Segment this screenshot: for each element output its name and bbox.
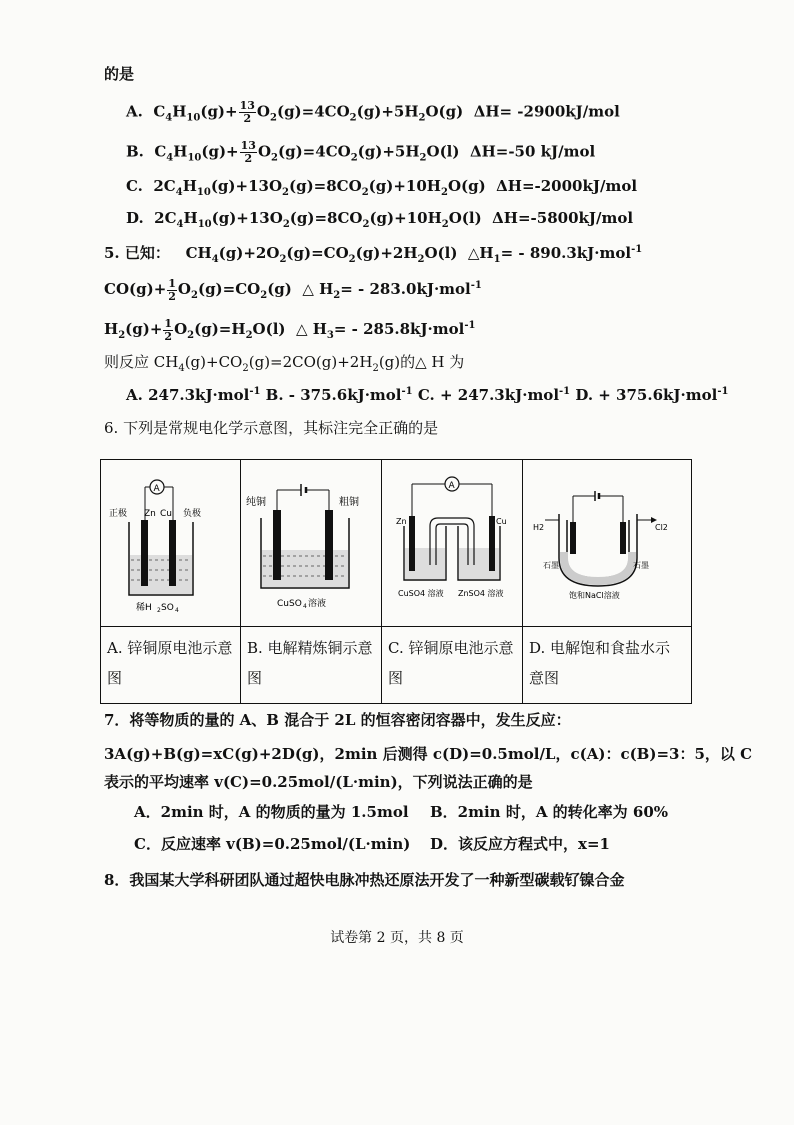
q6-caption-row [101,626,691,704]
q7-stem-3: 表示的平均速率 v(C)=0.25mol/(L·min)，下列说法正确的是 [104,773,533,791]
svg-text:稀H: 稀H [136,603,152,613]
panel-b-diagram [241,460,382,626]
svg-text:正极: 正极 [109,509,128,519]
svg-text:H2: H2 [533,523,545,532]
q6-diagram-table [100,459,692,704]
q5-eq1: 5. 已知： $CH_4(g)+2O_2(g)=CO_2(g)+2H_2O(l)$ $\triangle H_1= - 890.3kJ\cdot mol^{-1}$ [104,244,643,265]
svg-text:CuSO4 溶液: CuSO4 溶液 [398,589,444,598]
svg-text:负极: 负极 [183,509,202,519]
q4-option-c: C. $2C_4H_{10}(g)+13O_2(g)=8CO_2(g)+10H_2O(g)$ ΔH=-2000kJ/mol [126,177,638,198]
svg-text:Zn: Zn [396,517,407,526]
q7-option-a: A．2min 时，A 的物质的量为 1.5mol [134,803,409,821]
svg-text:饱和NaCl溶液: 饱和NaCl溶液 [569,591,620,600]
caption-a: A. 锌铜原电池示意图 [107,639,233,687]
q5-options: A. 247.3kJ·mol$^{-1}$ B. - 375.6kJ·mol$^{-1}$ C. + 247.3kJ·mol$^{-1}$ D. + 375.6kJ·mol$^{-1}$ [126,386,729,404]
q6-stem: 6. 下列是常规电化学示意图，其标注完全正确的是 [104,419,439,437]
svg-text:粗铜: 粗铜 [339,497,359,508]
q7-stem-2: 3A(g)+B(g)=xC(g)+2D(g)，2min 后测得 c(D)=0.5mol/L，c(A)：c(B)=3：5，以 C [104,745,753,763]
svg-text:4: 4 [175,607,179,614]
ammeter-label: A [153,484,160,494]
q8-stem: 8．我国某大学科研团队通过超快电脉冲热还原法开发了一种新型碳载钌镍合金 [104,871,625,889]
q7-option-c: C．反应速率 v(B)=0.25mol/(L·min) [134,835,411,853]
q5-eq2: CO(g)+ $\frac{1}{2}$ $O_2(g)=CO_2(g)$ △ $H_2= - 283.0kJ\cdot mol^{-1}$ [104,276,482,303]
svg-text:Cu: Cu [496,517,507,526]
svg-text:石墨: 石墨 [633,561,649,570]
caption-b: B. 电解精炼铜示意图 [247,639,373,687]
q4-option-a: A. $C_4H_{10}(g)+$ $\frac{13}{2}$ $O_2(g)=4CO_2(g)+5H_2O(g)$ ΔH= -2900kJ/mol [126,99,620,125]
panel-c-diagram [382,460,523,626]
q7-option-b: B．2min 时，A 的转化率为 60% [430,803,669,821]
svg-text:Zn: Zn [144,509,156,519]
svg-text:A: A [448,481,455,491]
svg-text:Cu: Cu [160,509,172,519]
svg-text:溶液: 溶液 [308,599,327,609]
q4-option-d: D. $2C_4H_{10}(g)+13O_2(g)=8CO_2(g)+10H_2O(l)$ ΔH=-5800kJ/mol [126,209,634,230]
q5-eq3: $H_2(g)+$ $\frac{1}{2}$ $O_2(g)=H_2O(l)$ △ $H_3= - 285.8kJ\cdot mol^{-1}$ [104,316,476,343]
svg-text:ZnSO4 溶液: ZnSO4 溶液 [458,589,504,598]
q4-option-b: B. $C_4H_{10}(g)+$ $\frac{13}{2}$ $O_2(g)=4CO_2(g)+5H_2O(l)$ ΔH=-50 kJ/mol [126,139,596,165]
page-footer: 试卷第 2 页，共 8 页 [330,930,464,946]
svg-text:CuSO: CuSO [277,599,302,609]
svg-text:4: 4 [303,603,307,610]
caption-c: C. 锌铜原电池示意图 [388,639,514,687]
svg-text:纯铜: 纯铜 [246,497,266,508]
svg-text:2: 2 [157,607,161,614]
svg-text:Cl2: Cl2 [655,523,668,532]
q5-ask: 则反应 $CH_4(g)+CO_2(g)=2CO(g)+2H_2(g)$的△ H 为 [104,353,465,374]
caption-d: D. 电解饱和食盐水示意图 [529,639,671,687]
q7-stem-1: 7．将等物质的量的 A、B 混合于 2L 的恒容密闭容器中，发生反应： [104,711,571,729]
q7-option-d: D．该反应方程式中，x=1 [430,835,610,853]
svg-text:石墨: 石墨 [543,561,559,570]
intro-tail: 的是 [104,65,135,83]
panel-d-diagram [523,460,691,626]
svg-text:SO: SO [161,603,174,613]
panel-a-diagram [101,460,241,626]
